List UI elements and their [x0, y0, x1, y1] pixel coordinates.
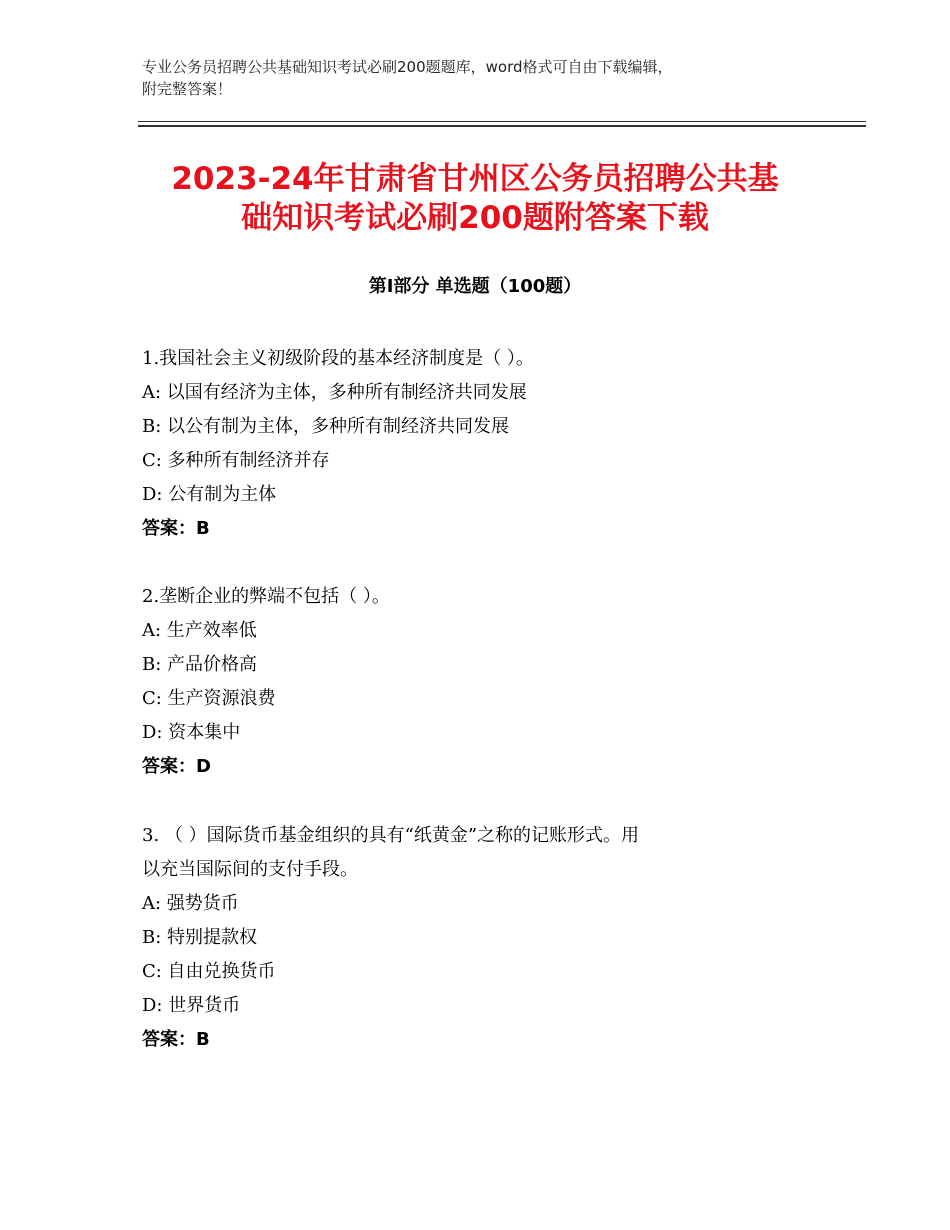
question-2	[142, 580, 832, 784]
option-a: A: 生产效率低	[142, 620, 257, 641]
answer-label: 答案：B	[142, 518, 210, 539]
question-stem-line: 1.我国社会主义初级阶段的基本经济制度是（ ）。	[142, 348, 534, 369]
option-c: C: 自由兑换货币	[142, 961, 276, 982]
option-b: B: 产品价格高	[142, 654, 258, 675]
question-stem-line: 2.垄断企业的弊端不包括（ ）。	[142, 586, 390, 607]
question-stem	[142, 819, 832, 887]
option-b: B: 特别提款权	[142, 927, 258, 948]
header-note-line-1: 专业公务员招聘公共基础知识考试必刷200题题库，word格式可自由下载编辑，	[142, 58, 673, 76]
document-title	[120, 160, 830, 238]
document-title-line-1: 2023-24年甘肃省甘州区公务员招聘公共基	[171, 161, 779, 197]
option-a: A: 以国有经济为主体，多种所有制经济共同发展	[142, 382, 527, 403]
header-note	[142, 56, 822, 100]
answer-label: 答案：D	[142, 756, 211, 777]
option-a: A: 强势货币	[142, 893, 239, 914]
section-heading: 第Ⅰ部分 单选题（100题）	[368, 276, 582, 297]
question-stem-line: 3. （ ）国际货币基金组织的具有“纸黄金”之称的记账形式。用	[142, 825, 640, 846]
header-note-line-2: 附完整答案！	[142, 80, 233, 98]
header-divider-thin	[138, 121, 866, 122]
header-divider-thick	[138, 125, 866, 127]
option-d: D: 资本集中	[142, 722, 241, 743]
option-c: C: 生产资源浪费	[142, 688, 276, 709]
option-b: B: 以公有制为主体，多种所有制经济共同发展	[142, 416, 510, 437]
document-title-line-2: 础知识考试必刷200题附答案下载	[241, 200, 709, 236]
answer-label: 答案：B	[142, 1029, 210, 1050]
option-d: D: 世界货币	[142, 995, 241, 1016]
option-d: D: 公有制为主体	[142, 484, 277, 505]
question-stem	[142, 342, 832, 376]
question-3	[142, 819, 832, 1057]
question-stem	[142, 580, 832, 614]
question-stem-line: 以充当国际间的支付手段。	[142, 859, 358, 880]
question-1	[142, 342, 832, 546]
option-c: C: 多种所有制经济并存	[142, 450, 330, 471]
